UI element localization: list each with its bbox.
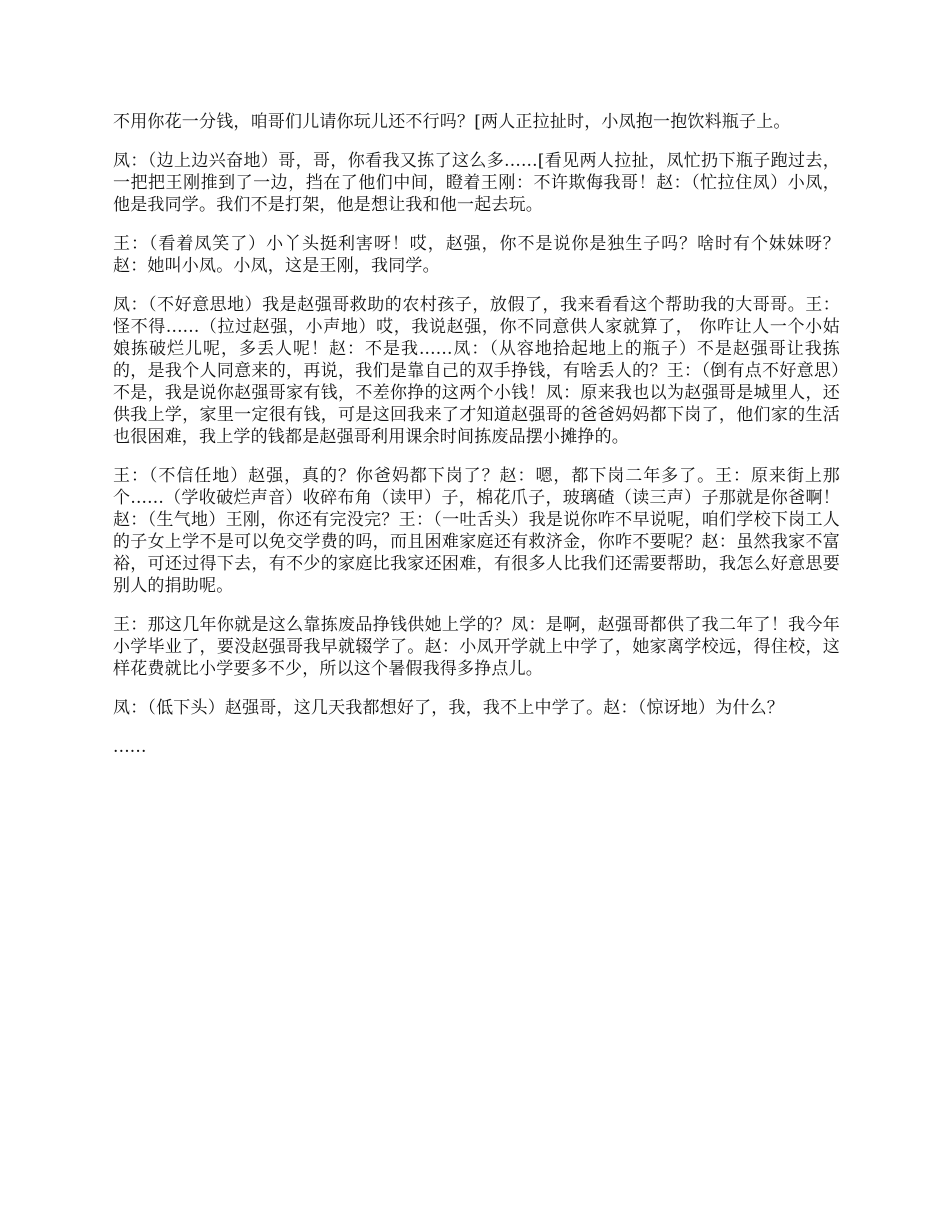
paragraph-7: 凤：（低下头）赵强哥，这几天我都想好了，我，我不上中学了。赵：（惊讶地）为什么？ xyxy=(113,698,784,718)
document-page xyxy=(113,111,840,775)
paragraph-5: 王：（不信任地）赵强，真的？你爸妈都下岗了？赵：嗯，都下岗二年多了。王：原来街上那个......（学收破烂声音）收碎布角（读甲）子，棉花爪子，玻璃碴（读三声）子那就是你爸啊！赵：（生气地）王刚，你还有完没完？王：（一吐舌头）我是说你咋不早说呢，咱们学校下岗工人的子女上学不是可以免交学费的吗，而且困难家庭还有救济金，你咋不要呢？赵：虽然我家不富裕，可还过得下去，有不少的家庭比我家还困难，有很多人比我们还需要帮助，我怎么好意思要别人的捐助呢。 xyxy=(113,466,840,596)
paragraph-1: 不用你花一分钱，咱哥们儿请你玩儿还不行吗？[两人正拉扯时，小凤抱一抱饮料瓶子上。 xyxy=(113,112,791,132)
ellipsis-continuation: ...... xyxy=(113,737,147,757)
paragraph-2: 凤：（边上边兴奋地）哥，哥，你看我又拣了这么多......[看见两人拉扯，凤忙扔下瓶子跑过去，一把把王刚推到了一边，挡在了他们中间，瞪着王刚：不许欺侮我哥！赵：（忙拉住凤）小凤，他是我同学。我们不是打架，他是想让我和他一起去玩。 xyxy=(113,151,840,215)
paragraph-4: 凤：（不好意思地）我是赵强哥救助的农村孩子，放假了，我来看看这个帮助我的大哥哥。王：怪不得......（拉过赵强，小声地）哎，我说赵强，你不同意供人家就算了， 你咋让人一个小姑娘拣破烂儿呢，多丢人呢！赵：不是我......凤：（从容地拾起地上的瓶子）不是赵强哥让我拣的，是我个人同意来的，再说，我们是靠自己的双手挣钱，有啥丢人的？王：（倒有点不好意思）不是，我是说你赵强哥家有钱，不差你挣的这两个小钱！凤：原来我也以为赵强哥是城里人，还供我上学，家里一定很有钱，可是这回我来了才知道赵强哥的爸爸妈妈都下岗了，他们家的生活也很困难，我上学的钱都是赵强哥利用课余时间拣废品摆小摊挣的。 xyxy=(113,295,840,447)
paragraph-3: 王：（看着凤笑了）小丫头挺利害呀！哎，赵强，你不是说你是独生子吗？啥时有个妹妹呀？赵：她叫小凤。小凤，这是王刚，我同学。 xyxy=(113,234,840,276)
paragraph-6: 王：那这几年你就是这么靠拣废品挣钱供她上学的？凤：是啊，赵强哥都供了我二年了！我今年小学毕业了，要没赵强哥我早就辍学了。赵：小凤开学就上中学了，她家离学校远，得住校，这样花费就比小学要多不少，所以这个暑假我得多挣点儿。 xyxy=(113,615,840,679)
